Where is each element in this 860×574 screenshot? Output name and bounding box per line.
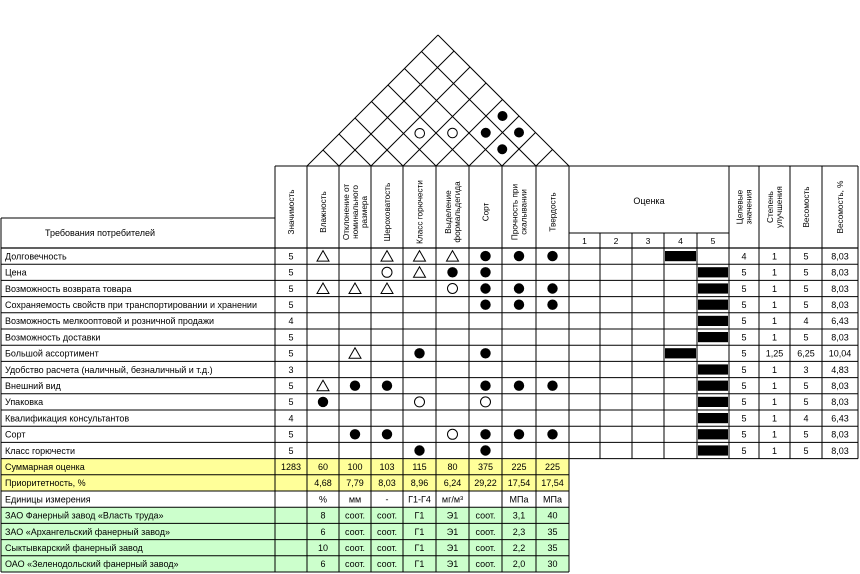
weight-percent-value: 8,03 xyxy=(831,381,849,391)
requirements-header-label: Требования потребителей xyxy=(44,228,156,238)
requirement-label: Сохраняемость свойств при транспортировании и хранении xyxy=(5,300,257,310)
weight-percent-value: 8,03 xyxy=(831,397,849,408)
improvement-value: 1 xyxy=(771,251,778,262)
relation-strong-dot xyxy=(414,445,424,455)
weight-value: 5 xyxy=(803,429,809,440)
summary-value: МПа xyxy=(543,494,562,505)
right-header-label: Весомость xyxy=(802,186,811,228)
improvement-value: 1 xyxy=(771,413,778,424)
weight-percent-value: 8,03 xyxy=(831,300,849,310)
summary-value: 103 xyxy=(379,462,395,472)
weight-value: 4 xyxy=(803,316,809,327)
competitor-value: соот. xyxy=(376,543,398,553)
rating-bar xyxy=(665,348,696,358)
competitor-label: Сыктывкарский фанерный завод xyxy=(5,543,143,553)
relation-strong-dot xyxy=(547,381,557,391)
relation-weak-triangle xyxy=(317,283,329,294)
improvement-value: 1 xyxy=(771,429,778,440)
target-value: 4 xyxy=(741,251,747,262)
characteristic-header-label: Отклонение от xyxy=(342,183,351,241)
weight-percent-value: 6,43 xyxy=(831,316,849,327)
competitor-value: 35 xyxy=(547,526,558,537)
competitor-value: 10 xyxy=(317,543,329,553)
weight-percent-value: 8,03 xyxy=(831,332,849,343)
scale-label: 3 xyxy=(645,236,651,246)
characteristic-header-label: размера xyxy=(360,195,369,229)
summary-value: % xyxy=(318,494,328,505)
requirement-label: Возможность возврата товара xyxy=(5,283,132,294)
weight-percent-value: 10,04 xyxy=(828,348,852,359)
summary-value: 17,54 xyxy=(541,478,564,489)
roof-grid-line xyxy=(339,51,454,166)
summary-value: 375 xyxy=(477,462,494,472)
competitor-value: соот. xyxy=(475,510,496,521)
target-value: 5 xyxy=(741,316,747,327)
rating-bar xyxy=(698,283,728,293)
competitor-value: Э1 xyxy=(446,510,459,521)
assessment-header-label: Оценка xyxy=(633,196,665,206)
weight-percent-value: 8,03 xyxy=(831,267,849,278)
roof-grid-line xyxy=(422,52,537,167)
competitor-value: 3,1 xyxy=(512,510,526,521)
characteristic-header-label: Шероховатость xyxy=(383,182,392,242)
requirement-label: Возможность доставки xyxy=(5,332,101,343)
target-value: 5 xyxy=(741,397,747,408)
competitor-value: соот. xyxy=(475,559,496,570)
relation-weak-triangle xyxy=(317,380,329,391)
roof-strong-correlation-dot xyxy=(514,128,524,138)
summary-value: 8,96 xyxy=(410,478,429,489)
importance-value: 5 xyxy=(288,300,294,310)
competitor-value: соот. xyxy=(376,559,398,570)
weight-value: 5 xyxy=(803,445,809,456)
roof-outline xyxy=(307,35,438,166)
roof-strong-correlation-dot xyxy=(497,144,507,154)
summary-value: Г1-Г4 xyxy=(408,494,431,505)
relation-strong-dot xyxy=(480,429,490,439)
importance-value: 3 xyxy=(288,364,294,375)
scale-label: 2 xyxy=(613,236,619,246)
relation-strong-dot xyxy=(514,283,524,293)
importance-value: 5 xyxy=(288,348,294,359)
relation-weak-triangle xyxy=(381,283,393,294)
competitor-value: соот. xyxy=(344,543,366,553)
weight-value: 6,25 xyxy=(797,348,815,359)
summary-value: 4,68 xyxy=(314,478,332,489)
relation-weak-triangle xyxy=(447,251,459,262)
relation-strong-dot xyxy=(480,300,490,310)
improvement-value: 1 xyxy=(771,381,778,391)
relation-strong-dot xyxy=(547,251,557,261)
relation-medium-circle xyxy=(481,397,491,407)
weight-percent-value: 8,03 xyxy=(831,251,849,262)
target-value: 5 xyxy=(741,364,747,375)
competitor-value: 8 xyxy=(320,510,326,521)
weight-value: 5 xyxy=(803,283,809,294)
roof-strong-correlation-dot xyxy=(498,111,508,121)
characteristic-header-label: скалывании xyxy=(519,189,529,235)
rating-bar xyxy=(698,332,728,342)
competitor-value: Э1 xyxy=(446,526,459,537)
importance-value: 5 xyxy=(288,251,294,262)
characteristic-header-label: номинального xyxy=(351,185,360,239)
summary-value: 29,22 xyxy=(474,478,497,489)
right-header-label: Весомость, % xyxy=(836,180,845,234)
target-value: 5 xyxy=(741,332,747,343)
weight-percent-value: 4,83 xyxy=(831,364,849,375)
requirement-label: Большой ассортимент xyxy=(5,348,99,359)
competitor-value: Г1 xyxy=(414,510,425,521)
weight-value: 5 xyxy=(803,381,809,391)
competitor-value: соот. xyxy=(344,559,366,570)
importance-value: 5 xyxy=(288,381,294,391)
roof-grid-line xyxy=(536,150,553,167)
scale-label: 1 xyxy=(582,236,587,246)
scale-label: 4 xyxy=(678,236,683,246)
target-value: 5 xyxy=(741,300,747,310)
roof-correlation-circle xyxy=(415,128,425,138)
summary-value: МПа xyxy=(509,494,529,505)
requirement-label: Возможность мелкооптовой и розничной продажи xyxy=(5,316,214,327)
weight-value: 5 xyxy=(803,267,809,278)
improvement-value: 1 xyxy=(771,267,778,278)
competitor-value: 30 xyxy=(547,559,558,570)
requirement-label: Долговечность xyxy=(5,251,67,262)
summary-value: 6,24 xyxy=(443,478,462,489)
relation-strong-dot xyxy=(447,267,457,277)
right-header-label: Степень xyxy=(766,191,775,223)
summary-value: 7,79 xyxy=(346,478,364,489)
rating-bar xyxy=(698,429,728,439)
roof-correlation-circle xyxy=(448,128,458,138)
relation-strong-dot xyxy=(514,429,524,439)
relation-weak-triangle xyxy=(414,267,426,278)
importance-value: 4 xyxy=(288,316,294,327)
target-value: 5 xyxy=(741,283,747,294)
relation-strong-dot xyxy=(547,283,557,293)
rating-bar xyxy=(698,381,728,391)
relation-medium-circle xyxy=(448,429,458,439)
relation-weak-triangle xyxy=(317,251,329,262)
roof-grid-line xyxy=(323,150,339,166)
relation-strong-dot xyxy=(318,397,328,407)
right-header-label: улучшения xyxy=(775,186,784,228)
rating-bar xyxy=(698,364,728,374)
relation-medium-circle xyxy=(382,267,392,277)
summary-label: Приоритетность, % xyxy=(5,478,86,489)
requirement-label: Упаковка xyxy=(5,397,44,408)
requirement-label: Внешний вид xyxy=(5,381,61,391)
improvement-value: 1,25 xyxy=(765,348,784,359)
competitor-value: 6 xyxy=(320,559,326,570)
requirement-label: Удобство расчета (наличный, безналичный и т.д.) xyxy=(5,364,213,375)
improvement-value: 1 xyxy=(771,300,778,310)
scale-label: 5 xyxy=(710,236,716,246)
competitor-value: 6 xyxy=(320,526,326,537)
weight-percent-value: 8,03 xyxy=(831,429,849,440)
competitor-value: соот. xyxy=(376,510,398,521)
competitor-label: ЗАО «Архангельский фанерный завод» xyxy=(5,526,170,537)
competitor-value: соот. xyxy=(344,510,366,521)
target-value: 5 xyxy=(741,413,747,424)
rating-bar xyxy=(698,316,728,326)
relation-weak-triangle xyxy=(414,251,426,262)
summary-value: мг/м³ xyxy=(441,494,464,505)
relation-strong-dot xyxy=(382,429,392,439)
competitor-value: 35 xyxy=(547,543,558,553)
improvement-value: 1 xyxy=(771,316,778,327)
weight-value: 3 xyxy=(803,364,809,375)
relation-strong-dot xyxy=(480,283,490,293)
requirement-label: Класс горючести xyxy=(5,445,75,456)
relation-medium-circle xyxy=(415,397,425,407)
competitor-value: 2,0 xyxy=(512,559,526,570)
requirement-label: Сорт xyxy=(5,429,26,440)
summary-value: мм xyxy=(348,494,362,505)
characteristic-header-label: Твердость xyxy=(548,192,558,232)
relation-strong-dot xyxy=(480,348,490,358)
weight-value: 5 xyxy=(803,332,809,343)
relation-strong-dot xyxy=(350,381,360,391)
competitor-value: 2,3 xyxy=(512,526,526,537)
relation-medium-circle xyxy=(448,284,458,294)
target-value: 5 xyxy=(741,348,747,359)
relation-strong-dot xyxy=(514,381,524,391)
roof-strong-correlation-dot xyxy=(481,128,491,138)
rating-bar xyxy=(698,397,728,407)
improvement-value: 1 xyxy=(771,397,778,408)
relation-strong-dot xyxy=(414,348,424,358)
summary-importance-value: 1283 xyxy=(280,462,302,472)
competitor-value: Э1 xyxy=(446,543,459,553)
importance-value: 5 xyxy=(288,332,294,343)
relation-strong-dot xyxy=(480,445,490,455)
weight-value: 4 xyxy=(803,413,809,424)
relation-strong-dot xyxy=(480,381,490,391)
relation-strong-dot xyxy=(514,251,524,261)
summary-label: Суммарная оценка xyxy=(5,462,85,472)
importance-value: 5 xyxy=(288,445,294,456)
rating-bar xyxy=(698,300,728,310)
competitor-value: Г1 xyxy=(414,543,425,553)
rating-bar xyxy=(698,445,728,455)
characteristic-header-label: Выделение xyxy=(444,190,453,234)
summary-value: 17,54 xyxy=(507,478,531,489)
summary-value: 60 xyxy=(317,462,329,472)
relation-weak-triangle xyxy=(349,348,361,359)
importance-header-label: Значимость xyxy=(287,189,296,235)
improvement-value: 1 xyxy=(771,332,778,343)
summary-value: 100 xyxy=(347,462,363,472)
competitor-value: соот. xyxy=(344,526,366,537)
weight-value: 5 xyxy=(803,251,809,262)
improvement-value: 1 xyxy=(771,364,778,375)
summary-value: 80 xyxy=(447,462,458,472)
target-value: 5 xyxy=(741,429,747,440)
weight-percent-value: 8,03 xyxy=(831,283,849,294)
rating-bar xyxy=(698,267,728,277)
summary-value: 8,03 xyxy=(378,478,396,489)
importance-value: 5 xyxy=(288,429,294,440)
summary-value: - xyxy=(385,494,389,505)
target-value: 5 xyxy=(741,267,747,278)
competitor-value: соот. xyxy=(475,543,496,553)
importance-value: 5 xyxy=(288,267,294,278)
relation-weak-triangle xyxy=(381,251,393,262)
relation-strong-dot xyxy=(547,429,557,439)
competitor-value: Э1 xyxy=(446,559,459,570)
right-header-label: Целевые xyxy=(735,189,745,225)
requirement-label: Квалификация консультантов xyxy=(5,413,130,424)
competitor-value: 40 xyxy=(547,510,558,521)
competitor-value: Г1 xyxy=(414,559,425,570)
relation-strong-dot xyxy=(547,300,557,310)
competitor-label: ОАО «Зеленодольский фанерный завод» xyxy=(5,559,179,570)
weight-value: 5 xyxy=(803,300,809,310)
relation-strong-dot xyxy=(480,267,490,277)
competitor-value: соот. xyxy=(475,526,496,537)
characteristic-header-label: Влажность xyxy=(319,191,328,233)
roof-grid-line xyxy=(388,85,469,166)
weight-percent-value: 8,03 xyxy=(831,445,849,456)
characteristic-header-label: Прочность при xyxy=(510,183,520,241)
summary-value: 115 xyxy=(412,462,427,472)
competitor-label: ЗАО Фанерный завод «Власть труда» xyxy=(5,510,164,521)
relation-strong-dot xyxy=(382,381,392,391)
improvement-value: 1 xyxy=(771,445,778,456)
characteristic-header-label: Класс горючести xyxy=(415,180,425,244)
right-header-label: значения xyxy=(744,189,754,225)
competitor-value: 2,2 xyxy=(512,543,526,553)
rating-bar xyxy=(698,413,728,423)
relation-weak-triangle xyxy=(349,283,361,294)
target-value: 5 xyxy=(741,381,747,391)
weight-value: 5 xyxy=(803,397,809,408)
roof-grid-line xyxy=(403,83,486,166)
importance-value: 4 xyxy=(288,413,294,424)
relation-strong-dot xyxy=(514,300,524,310)
relation-strong-dot xyxy=(350,429,360,439)
characteristic-header-label: Сорт xyxy=(481,202,491,222)
rating-bar xyxy=(665,251,696,261)
importance-value: 5 xyxy=(288,397,294,408)
competitor-value: соот. xyxy=(376,526,398,537)
importance-value: 5 xyxy=(288,283,294,294)
summary-value: 225 xyxy=(511,462,527,472)
target-value: 5 xyxy=(741,445,747,456)
relation-strong-dot xyxy=(480,251,490,261)
summary-value: 225 xyxy=(544,462,561,472)
requirement-label: Цена xyxy=(5,267,27,278)
weight-percent-value: 6,43 xyxy=(831,413,849,424)
improvement-value: 1 xyxy=(771,283,778,294)
competitor-value: Г1 xyxy=(414,526,425,537)
summary-label: Единицы измерения xyxy=(5,494,91,505)
characteristic-header-label: формальдегида xyxy=(453,181,462,243)
